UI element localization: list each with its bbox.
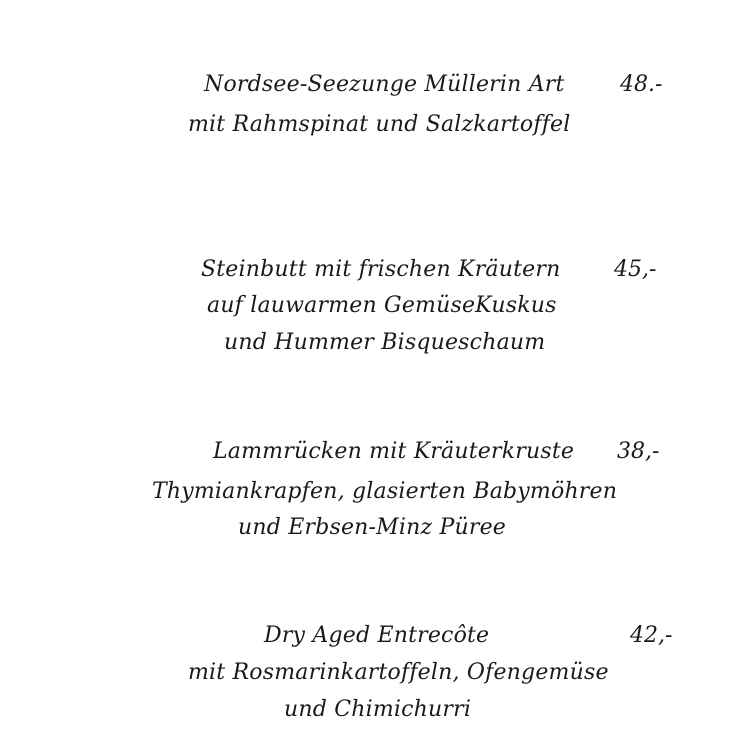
dish-description: und Chimichurri bbox=[284, 697, 472, 722]
dish-description: Thymiankrapfen, glasierten Babymöhren bbox=[152, 479, 618, 504]
dish-price: 45,- bbox=[614, 257, 657, 282]
dish-description: auf lauwarmen GemüseKuskus bbox=[207, 293, 557, 318]
dish-description: und Erbsen-Minz Püree bbox=[238, 515, 507, 540]
dish-description: und Hummer Bisqueschaum bbox=[224, 330, 546, 355]
dish-title: Nordsee-Seezunge Müllerin Art bbox=[204, 72, 565, 97]
dish-description: mit Rosmarinkartoffeln, Ofengemüse bbox=[188, 660, 609, 685]
dish-price: 38,- bbox=[617, 439, 660, 464]
dish-title: Dry Aged Entrecôte bbox=[264, 623, 490, 648]
dish-price: 48.- bbox=[620, 72, 663, 97]
dish-title: Steinbutt mit frischen Kräutern bbox=[201, 257, 561, 282]
dish-description: mit Rahmspinat und Salzkartoffel bbox=[188, 112, 571, 137]
dish-price: 42,- bbox=[630, 623, 673, 648]
dish-title: Lammrücken mit Kräuterkruste bbox=[213, 439, 575, 464]
